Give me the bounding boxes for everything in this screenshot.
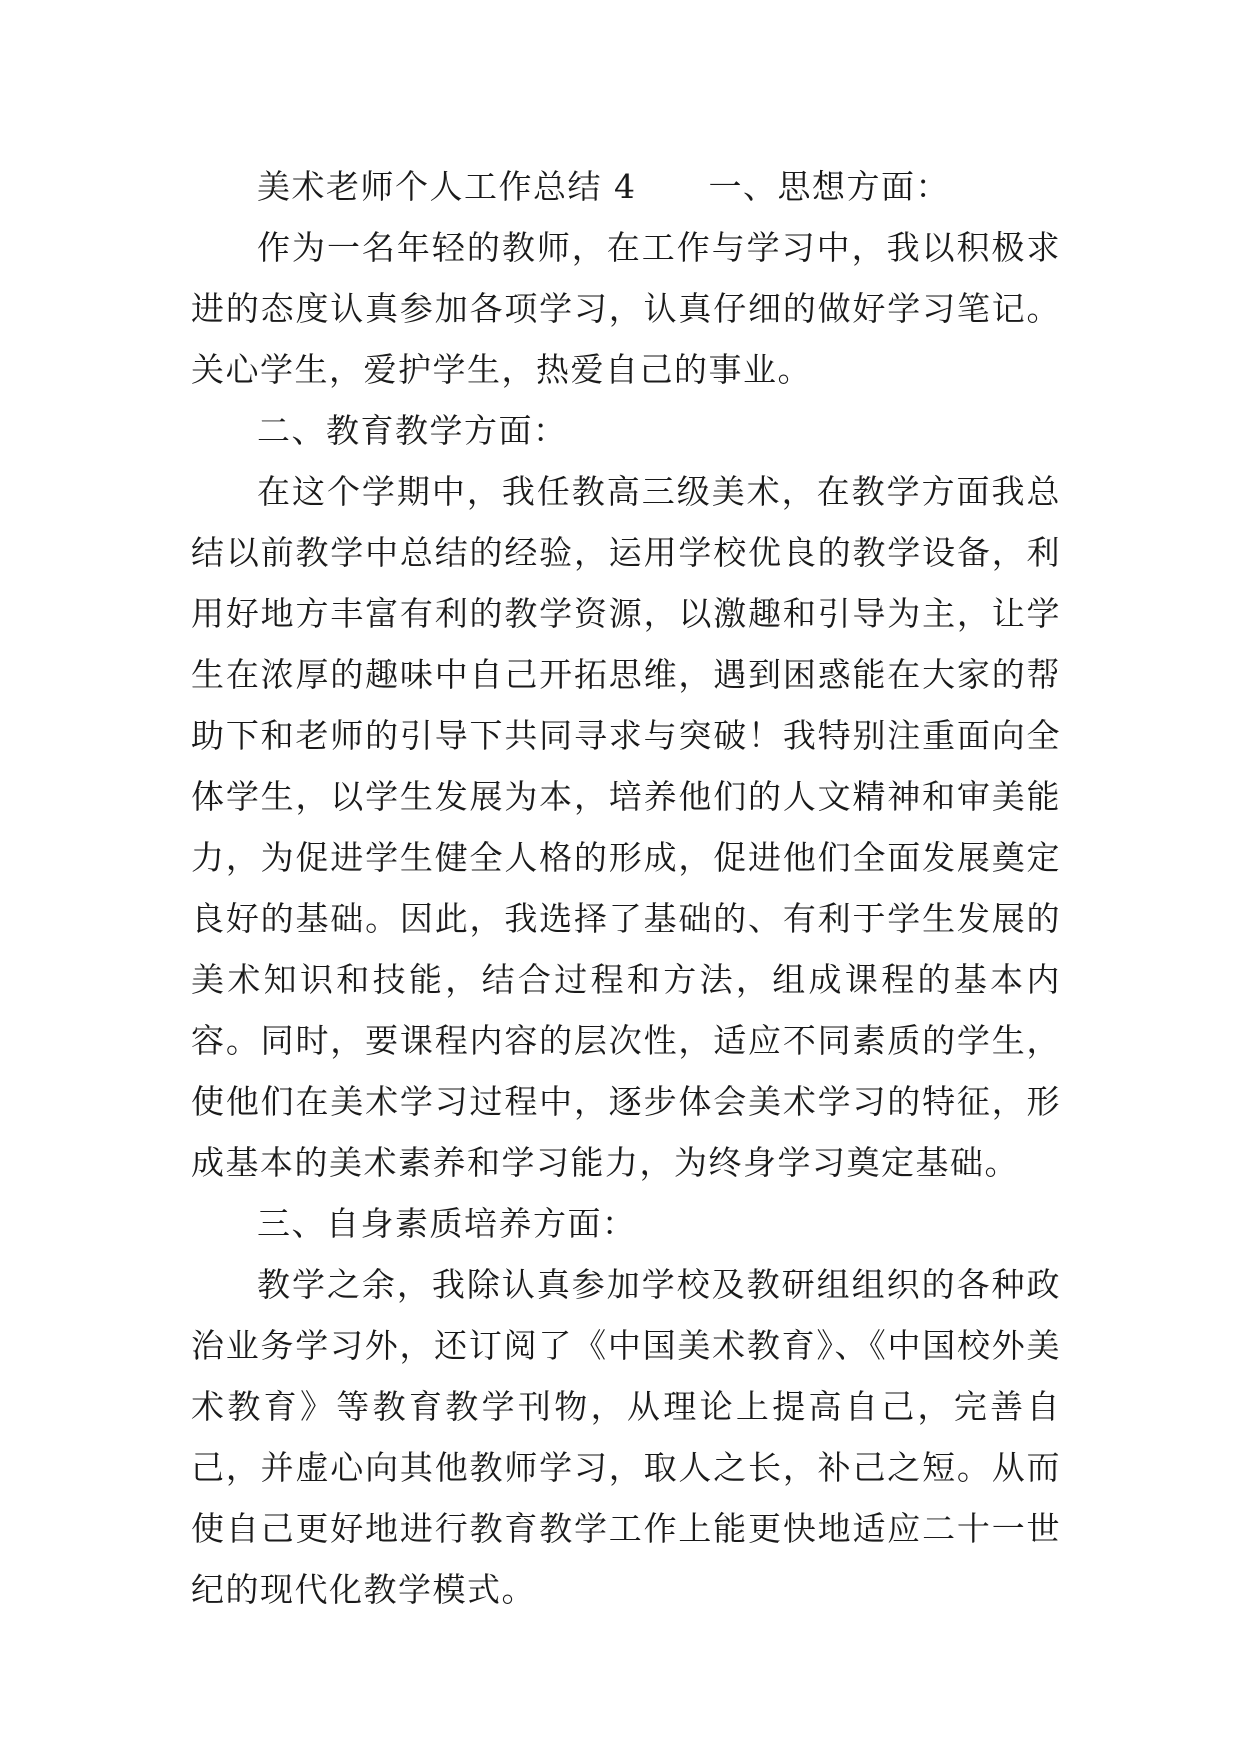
section-1-body: 作为一名年轻的教师，在工作与学习中，我以积极求进的态度认真参加各项学习，认真仔细的做好学习笔记。关心学生，爱护学生，热爱自己的事业。 bbox=[191, 228, 1061, 389]
section-2-body: 在这个学期中，我任教高三级美术，在教学方面我总结以前教学中总结的经验，运用学校优良的教学设备，利用好地方丰富有利的教学资源，以激趣和引导为主，让学生在浓厚的趣味中自己开拓思维，遇到困惑能在大家的帮助下和老师的引导下共同寻求与突破！我特别注重面向全体学生，以学生发展为本，培养他们的人文精神和审美能力，为促进学生健全人格的形成，促进他们全面发展奠定良好的基础。因此，我选择了基础的、有利于学生发展的美术知识和技能，结合过程和方法，组成课程的基本内容。同时，要课程内容的层次性，适应不同素质的学生，使他们在美术学习过程中，逐步体会美术学习的特征，形成基本的美术素养和学习能力，为终身学习奠定基础。 bbox=[191, 472, 1061, 1182]
section-1-heading: 一、思想方面： bbox=[708, 167, 950, 206]
document-title: 美术老师个人工作总结 4 bbox=[257, 167, 637, 206]
section-2-heading: 二、教育教学方面： bbox=[257, 411, 568, 450]
section-3-heading: 三、自身素质培养方面： bbox=[257, 1204, 637, 1243]
title-line bbox=[191, 156, 1061, 217]
document-content bbox=[191, 156, 1061, 1620]
section-3-body: 教学之余，我除认真参加学校及教研组组织的各种政治业务学习外，还订阅了《中国美术教育》、《中国校外美术教育》等教育教学刊物，从理论上提高自己，完善自己，并虚心向其他教师学习，取人之长，补己之短。从而使自己更好地进行教育教学工作上能更快地适应二十一世纪的现代化教学模式。 bbox=[191, 1265, 1061, 1609]
